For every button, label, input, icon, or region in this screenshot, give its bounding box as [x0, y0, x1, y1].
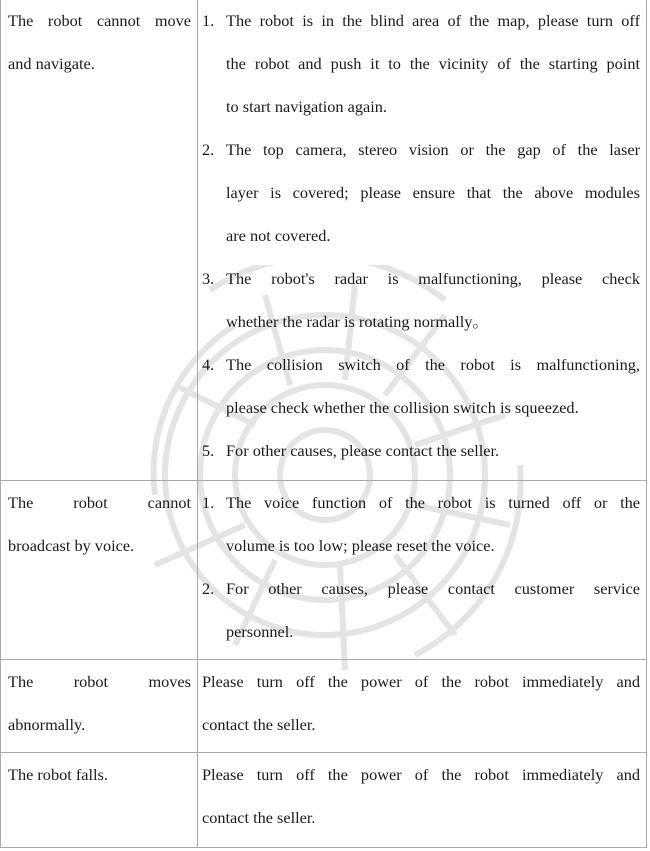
problem-text: The robot cannot move [8, 11, 191, 30]
solution-line: contact the seller. [202, 808, 316, 827]
solution-line: whether the radar is rotating normally。 [226, 312, 489, 331]
problem-text: The robot moves [8, 672, 191, 691]
solution-line: For other causes, please contact customer service [226, 579, 640, 598]
list-item [202, 128, 640, 257]
solution-line: volume is too low; please reset the voice. [226, 536, 495, 555]
list-item [202, 567, 640, 653]
table-row [1, 0, 647, 481]
list-number: 1. [202, 493, 215, 512]
list-item [202, 0, 640, 128]
solution-line: Please turn off the power of the robot immediately and [202, 765, 640, 784]
table-row [1, 753, 647, 848]
solution-cell [198, 481, 647, 660]
table-row [1, 660, 647, 753]
solution-line: layer is covered; please ensure that the above modules [226, 183, 640, 202]
list-number: 2. [202, 140, 215, 159]
problem-text: The robot falls. [8, 765, 108, 784]
problem-text: and navigate. [8, 54, 95, 73]
solution-line: The robot is in the blind area of the map, please turn off [226, 11, 640, 30]
problem-text: The robot cannot [8, 493, 191, 512]
solution-line: The top camera, stereo vision or the gap of the laser [226, 140, 640, 159]
solution-line: personnel. [226, 622, 294, 641]
solution-line: The robot's radar is malfunctioning, please check [226, 269, 640, 288]
solution-cell [198, 660, 647, 753]
list-number: 2. [202, 579, 215, 598]
solution-line: please check whether the collision switch is squeezed. [226, 398, 579, 417]
solution-line: to start navigation again. [226, 97, 387, 116]
solution-line: the robot and push it to the vicinity of the starting point [226, 54, 640, 73]
solution-line: The voice function of the robot is turned off or the [226, 493, 640, 512]
list-number: 3. [202, 269, 215, 288]
solution-line: The collision switch of the robot is malfunctioning, [226, 355, 640, 374]
solution-line: Please turn off the power of the robot immediately and [202, 672, 640, 691]
table-row [1, 481, 647, 660]
problem-cell [1, 660, 198, 753]
problem-cell [1, 753, 198, 848]
problem-text: broadcast by voice. [8, 536, 135, 555]
list-number: 5. [202, 441, 215, 460]
solution-cell [198, 0, 647, 481]
problem-cell [1, 0, 198, 481]
solution-cell [198, 753, 647, 848]
list-item [202, 481, 640, 567]
solution-line: For other causes, please contact the seller. [226, 441, 500, 460]
list-number: 1. [202, 11, 215, 30]
solution-line: contact the seller. [202, 715, 316, 734]
problem-cell [1, 481, 198, 660]
list-item [202, 429, 640, 472]
solution-line: are not covered. [226, 226, 331, 245]
problem-text: abnormally. [8, 715, 86, 734]
list-item [202, 257, 640, 343]
list-number: 4. [202, 355, 215, 374]
list-item [202, 343, 640, 429]
